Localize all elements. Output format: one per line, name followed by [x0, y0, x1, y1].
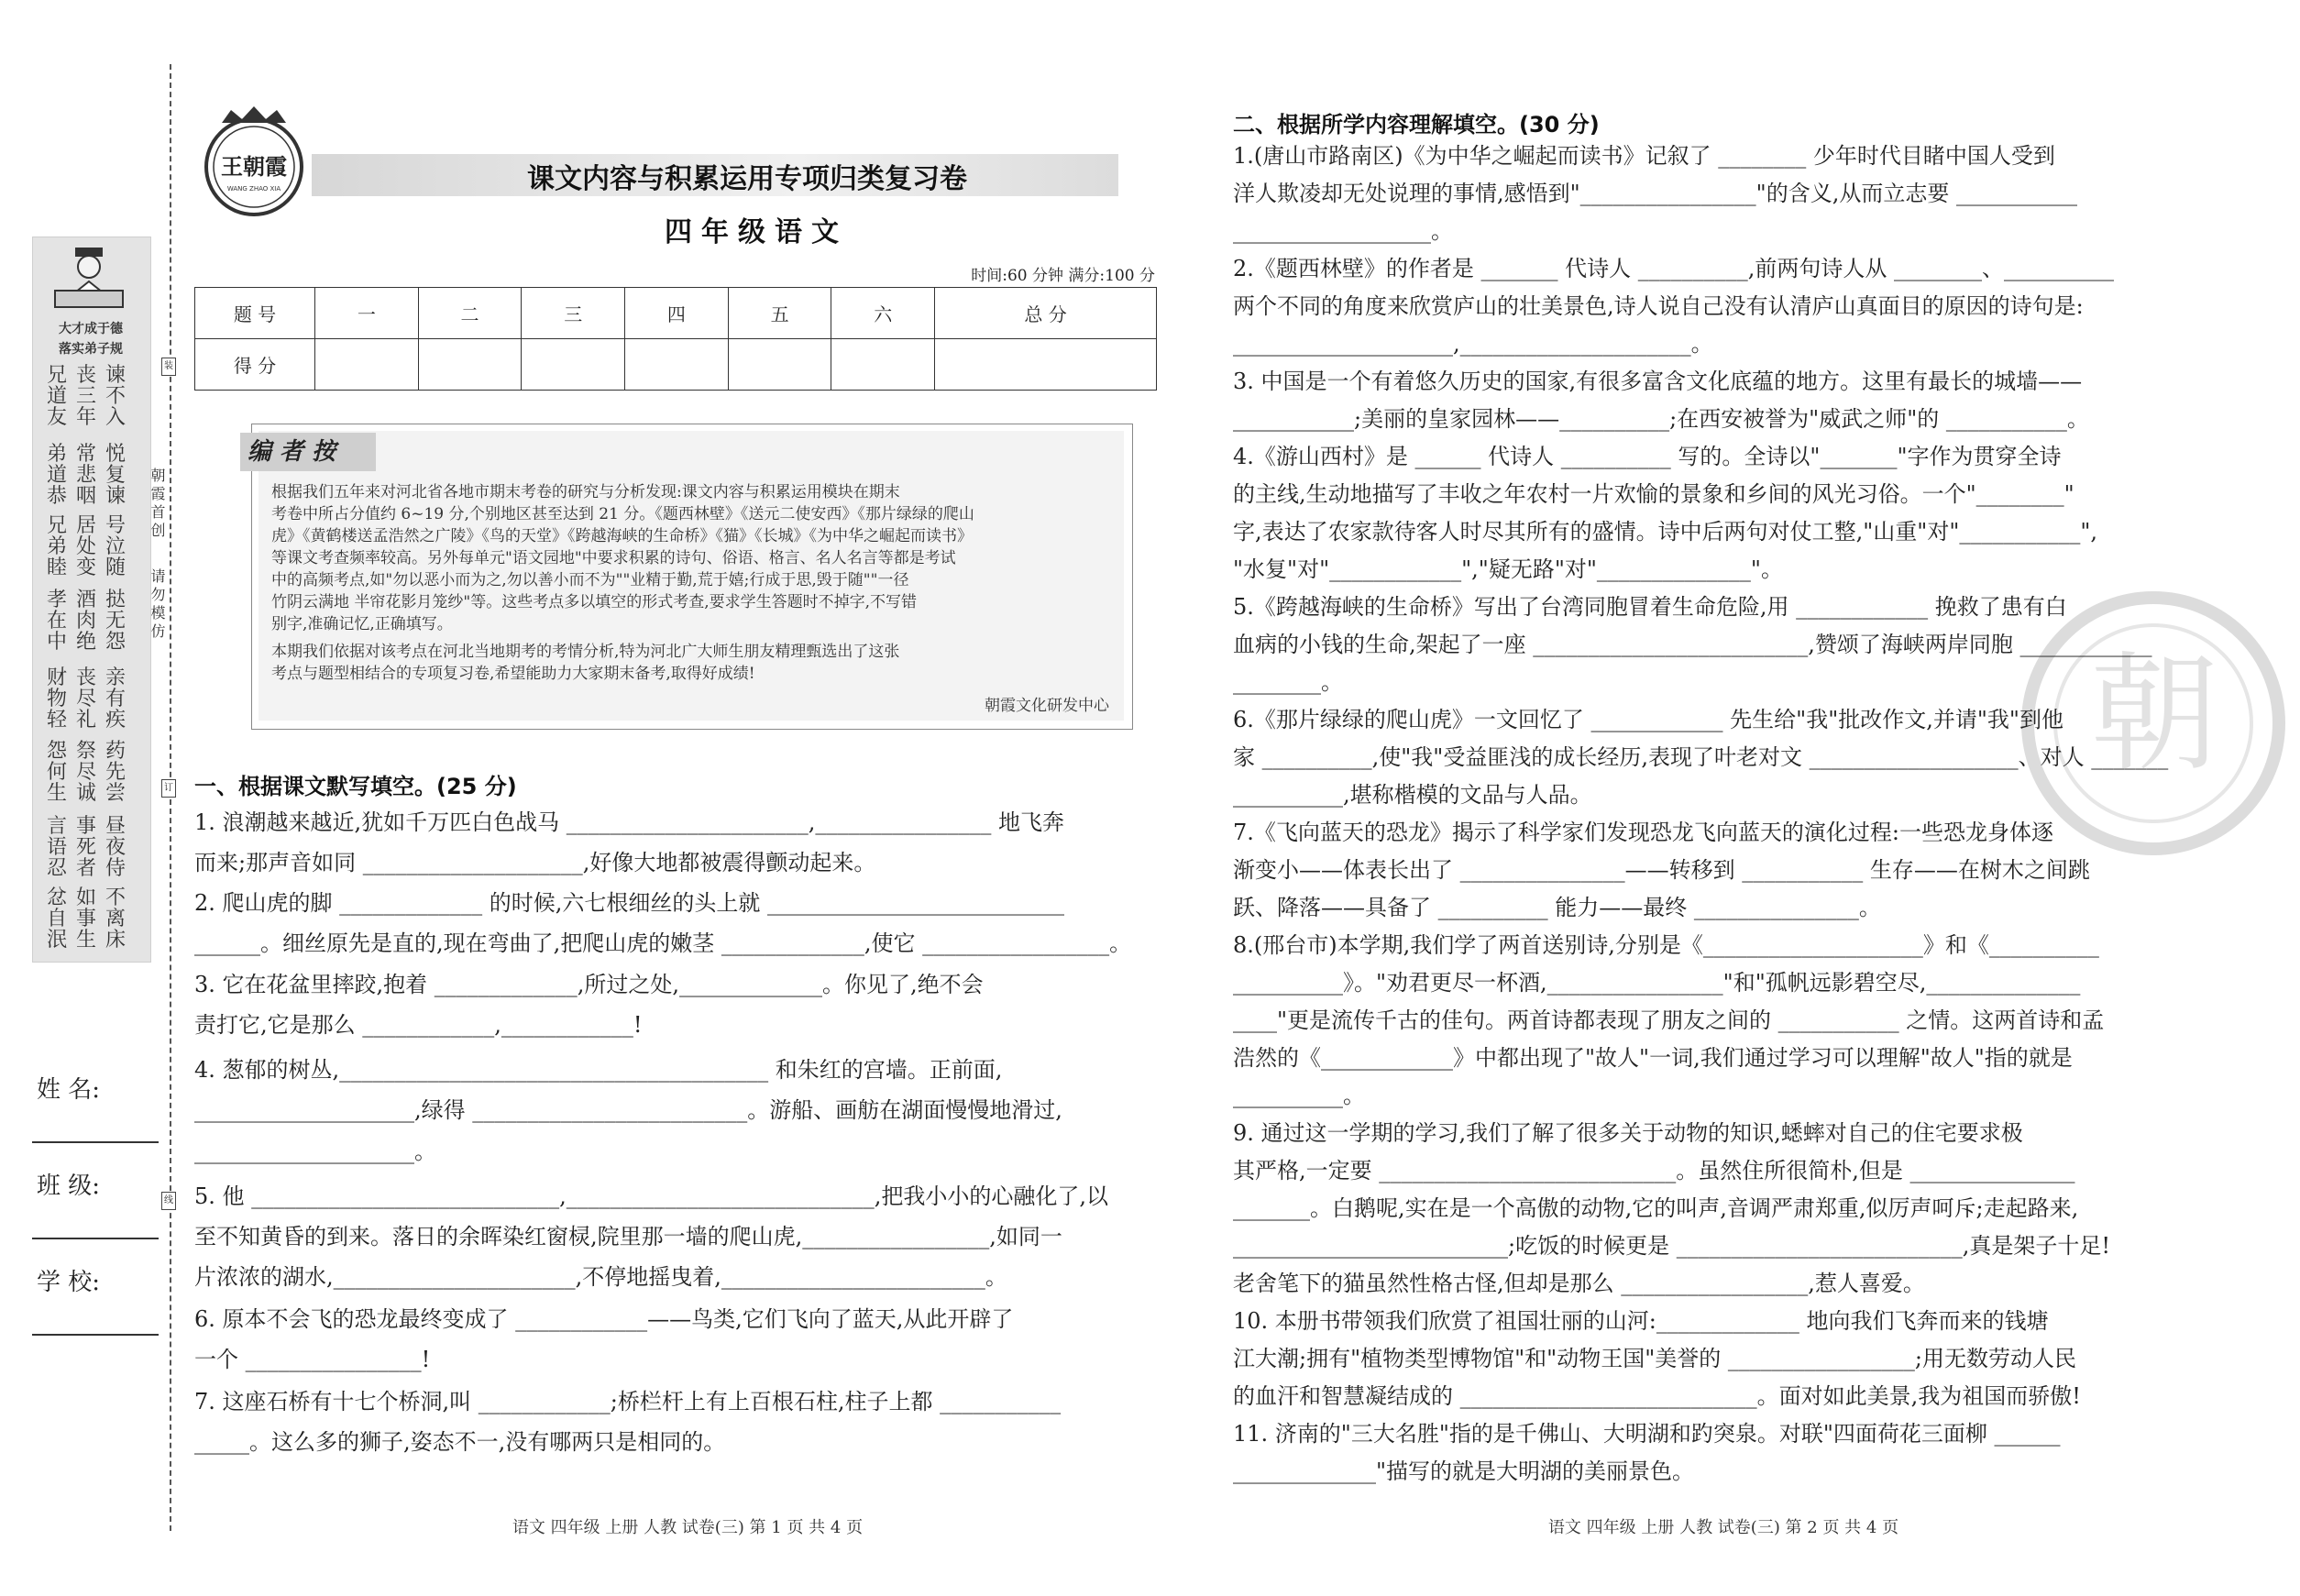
time-info: 时间:60 分钟 满分:100 分 — [971, 267, 1155, 285]
table-row — [195, 288, 1157, 339]
editor-note-tag: 编 者 按 — [240, 433, 376, 471]
question-line: 跃、降落——具备了 __________ 能力——最终 _______________。 — [1233, 895, 1881, 920]
name-field[interactable] — [32, 1141, 159, 1143]
motto-title-2: 落实弟子规 — [59, 342, 123, 357]
question-line: 5. 他 ____________________________,____________________________,把我小小的心融化了,以 — [194, 1183, 1109, 1209]
editor-line: 虎》《黄鹤楼送孟浩然之广陵》《鸟的天堂》《跨越海峡的生命桥》《猫》《长城》《为中华之崛起而读书》 — [271, 527, 973, 545]
question-line: __________》。"劝君更尽一杯酒,________________"和"孤帆远影碧空尽,______________ — [1233, 970, 2081, 996]
question-line: 血病的小钱的生命,架起了一座 _________________________,赞颂了海峡两岸同胞 ____________ — [1233, 632, 2152, 657]
question-line: "水复"对"____________","疑无路"对"______________"。 — [1233, 556, 1783, 582]
editor-line: 考点与题型相结合的专项复习卷,希望能助力大家期末备考,取得好成绩! — [271, 665, 755, 683]
motto-row: 泯生床 — [46, 929, 135, 952]
page-footer-left: 语文 四年级 上册 人教 试卷(三) 第 1 页 共 4 页 — [512, 1518, 864, 1537]
school-field[interactable] — [32, 1334, 159, 1336]
score-cell[interactable] — [935, 339, 1157, 391]
question-line: _____________"描写的就是大明湖的美丽景色。 — [1233, 1458, 1695, 1484]
question-line: 家 __________,使"我"受益匪浅的成长经历,表现了叶老对文 ___________________、对人 _______ — [1233, 744, 2169, 770]
question-line: 老舍笔下的猫虽然性格古怪,但却是那么 _________________,惹人喜爱。 — [1233, 1271, 1925, 1296]
question-line: 3. 它在花盆里摔跤,抱着 _____________,所过之处,_____________。你见了,绝不会 — [194, 972, 984, 997]
editor-line: 本期我们依据对该考点在河北当地期考的考情分析,特为河北广大师生朋友精理甄选出了这张 — [271, 643, 900, 661]
question-line: 渐变小——体表长出了 _______________——转移到 ___________ 生存——在树木之间跳 — [1233, 857, 2090, 883]
editor-line: 等课文考查频率较高。另外每单元"语文园地"中要求积累的诗句、俗语、格言、名人名言等都是考试 — [271, 549, 956, 567]
motto-row: 道三不 — [46, 385, 135, 408]
motto-row: 怨祭药 — [46, 740, 135, 763]
question-line: 3. 中国是一个有着悠久历史的国家,有很多富含文化底蕴的地方。这里有最长的城墙—— — [1233, 369, 2083, 394]
table-cell: 四 — [625, 288, 729, 339]
motto-row: 何尽先 — [46, 761, 135, 784]
scholar-icon — [48, 243, 130, 316]
question-line: __________,堪称楷模的文品与人品。 — [1233, 782, 1592, 808]
class-field[interactable] — [32, 1238, 159, 1239]
question-line: 1.(唐山市路南区)《为中华之崛起而读书》记叙了 ________ 少年时代目睹中国人受到 — [1233, 143, 2055, 169]
question-line: _____。这么多的狮子,姿态不一,没有哪两只是相同的。 — [194, 1429, 726, 1455]
question-line: 7. 这座石桥有十七个桥洞,叫 ____________;桥栏杆上有上百根石柱,柱子上都 ___________ — [194, 1389, 1062, 1414]
motto-row: 友年入 — [46, 406, 135, 429]
page-title: 课文内容与积累运用专项归类复习卷 — [527, 163, 967, 195]
question-line: 江大潮;拥有"植物类型博物馆"和"动物王国"美誉的 _________________;用无数劳动人民 — [1233, 1346, 2076, 1371]
table-cell: 一 — [315, 288, 419, 339]
editor-line: 考卷中所占分值约 6~19 分,个别地区甚至达到 21 分。《题西林壁》《送元二使安西》《那片绿绿的爬山 — [271, 505, 974, 523]
motto-row: 中绝怨 — [46, 631, 135, 654]
question-line: 的血汗和智慧凝结成的 ___________________________。面对如此美景,我为祖国而骄傲! — [1233, 1383, 2081, 1409]
score-cell[interactable] — [315, 339, 419, 391]
class-label: 班 级: — [37, 1172, 101, 1200]
question-line: 11. 济南的"三大名胜"指的是千佛山、大明湖和趵突泉。对联"四面荷花三面柳 ______ — [1233, 1421, 2061, 1447]
question-line: 至不知黄昏的到来。落日的余晖染红窗棂,院里那一墙的爬山虎,_________________,如同一 — [194, 1224, 1062, 1249]
question-line: __________。 — [1233, 1083, 1365, 1108]
motto-row: 道悲复 — [46, 464, 135, 487]
question-line: 责打它,它是那么 ____________,____________! — [194, 1012, 643, 1038]
motto-row: 恭咽谏 — [46, 485, 135, 508]
side-note-2: 请勿模仿 — [149, 568, 166, 642]
question-line: ____"更是流传千古的佳句。两首诗都表现了朋友之间的 ___________ 之情。这两首诗和孟 — [1233, 1007, 2105, 1033]
score-cell[interactable] — [418, 339, 522, 391]
motto-title-1: 大才成于德 — [59, 322, 123, 336]
score-cell[interactable] — [831, 339, 935, 391]
question-line: 5.《跨越海峡的生命桥》写出了台湾同胞冒着生命危险,用 ____________ 挽救了患有白 — [1233, 594, 2067, 620]
score-cell[interactable] — [728, 339, 831, 391]
table-cell: 二 — [418, 288, 522, 339]
question-line: ____________________。 — [194, 1139, 436, 1164]
question-line: 9. 通过这一学期的学习,我们了解了很多关于动物的知识,蟋蟀对自己的住宅要求极 — [1233, 1120, 2023, 1146]
question-line: 片浓浓的湖水,______________________,不停地摇曳着,________________________。 — [194, 1264, 1007, 1290]
editor-line: 竹阴云满地 半帘花影月笼纱"等。这些考点多以填空的形式考查,要求学生答题时不掉字,不写错 — [271, 593, 918, 611]
question-line: ____________________,_____________________。 — [1233, 331, 1713, 357]
logo-text: 王朝霞 — [221, 153, 287, 180]
motto-row: 财丧亲 — [46, 666, 135, 689]
binding-mark: 装 — [161, 358, 176, 376]
section-1-heading: 一、根据课文默写填空。(25 分) — [194, 774, 517, 799]
motto-row: 轻礼疾 — [46, 709, 135, 732]
editor-line: 别字,准确记忆,正确填写。 — [271, 615, 453, 633]
question-line: 6. 原本不会飞的恐龙最终变成了 ____________——鸟类,它们飞向了蓝天,从此开辟了 — [194, 1306, 1014, 1332]
score-cell[interactable] — [625, 339, 729, 391]
motto-row: 孝酒挞 — [46, 589, 135, 611]
question-line: 字,表达了农家款待客人时尽其所有的盛情。诗中后两句对仗工整,"山重"对"___________", — [1233, 519, 2098, 545]
motto-row: 言事昼 — [46, 815, 135, 838]
question-line: 4. 葱郁的树丛,_______________________________________ 和朱红的宫墙。正前面, — [194, 1057, 1003, 1083]
question-line: 10. 本册书带领我们欣赏了祖国壮丽的山河:_____________ 地向我们飞奔而来的钱塘 — [1233, 1308, 2049, 1334]
question-line: 1. 浪潮越来越近,犹如千万匹白色战马 ______________________,________________ 地飞奔 — [194, 809, 1065, 835]
question-line: 的主线,生动地描写了丰收之年农村一片欢愉的景象和乡间的风光习俗。一个"________" — [1233, 481, 2074, 507]
watermark-char: 朝 — [2089, 640, 2218, 789]
question-line: _________________________;吃饭的时候更是 __________________________,真是架子十足! — [1233, 1233, 2110, 1259]
page-subtitle: 四年级语文 — [665, 216, 848, 248]
binding-mark: 订 — [161, 779, 176, 798]
question-line: 4.《游山西村》是 ______ 代诗人 __________ 写的。全诗以"_______"字作为贯穿全诗 — [1233, 444, 2062, 469]
question-line: 浩然的《____________》中都出现了"故人"一词,我们通过学习可以理解"故人"指的就是 — [1233, 1045, 2073, 1071]
question-line: ___________;美丽的皇家园林——__________;在西安被誉为"威武之师"的 ___________。 — [1233, 406, 2089, 432]
question-line: __________________。 — [1233, 218, 1453, 244]
editor-signature: 朝霞文化研发中心 — [985, 697, 1109, 715]
question-line: 而来;那声音如同 ____________________,好像大地都被震得颤动起来。 — [194, 850, 876, 875]
score-cell[interactable] — [522, 339, 625, 391]
question-line: 两个不同的角度来欣赏庐山的壮美景色,诗人说自己没有认清庐山真面目的原因的诗句是: — [1233, 293, 2084, 319]
motto-row: 忿如不 — [46, 886, 135, 909]
question-line: 6.《那片绿绿的爬山虎》一文回忆了 ____________ 先生给"我"批改作文,并请"我"到他 — [1233, 707, 2063, 732]
question-line: 2.《题西林壁》的作者是 _______ 代诗人 __________,前两句诗人从 ________、__________ — [1233, 256, 2115, 281]
question-line: _______。白鹅呢,实在是一个高傲的动物,它的叫声,音调严肃郑重,似厉声呵斥;走起路来, — [1233, 1195, 2079, 1221]
editor-line: 中的高频考点,如"勿以恶小而为之,勿以善小而不为""业精于勤,荒于嬉;行成于思,毁于随""一径 — [271, 571, 909, 589]
table-cell: 六 — [831, 288, 935, 339]
motto-row: 自事离 — [46, 908, 135, 930]
table-cell: 三 — [522, 288, 625, 339]
side-note-1: 朝霞首创 — [149, 468, 166, 541]
motto-row: 弟处泣 — [46, 535, 135, 558]
cut-line — [170, 64, 171, 1531]
table-cell: 得 分 — [195, 339, 315, 391]
question-line: ____________________,绿得 _________________________。游船、画舫在湖面慢慢地滑过, — [194, 1097, 1062, 1123]
score-table — [194, 287, 1157, 391]
motto-row: 在肉无 — [46, 610, 135, 633]
motto-row: 兄丧谏 — [46, 364, 135, 387]
logo-subtext: WANG ZHAO XIA — [226, 185, 281, 193]
motto-row: 物尽有 — [46, 688, 135, 710]
table-row — [195, 339, 1157, 391]
page-footer-right: 语文 四年级 上册 人教 试卷(三) 第 2 页 共 4 页 — [1547, 1518, 1899, 1537]
motto-row: 忍者侍 — [46, 857, 135, 880]
motto-row: 生诚尝 — [46, 782, 135, 805]
question-line: 一个 ________________! — [194, 1347, 431, 1372]
brand-logo-icon — [194, 103, 314, 222]
question-line: ______。细丝原先是直的,现在弯曲了,把爬山虎的嫩茎 _____________,使它 _________________。 — [194, 930, 1132, 956]
binding-mark: 线 — [161, 1192, 176, 1210]
question-line: 8.(邢台市)本学期,我们学了两首送别诗,分别是《____________________》和《__________ — [1233, 932, 2099, 958]
school-label: 学 校: — [37, 1269, 101, 1296]
question-line: 7.《飞向蓝天的恐龙》揭示了科学家们发现恐龙飞向蓝天的演化过程:一些恐龙身体逐 — [1233, 820, 2053, 845]
motto-row: 语死夜 — [46, 836, 135, 859]
section-2-heading: 二、根据所学内容理解填空。(30 分) — [1233, 112, 1600, 138]
table-cell: 题 号 — [195, 288, 315, 339]
question-line: 其严格,一定要 ___________________________。虽然住所很简朴,但是 _______________ — [1233, 1158, 2075, 1183]
motto-row: 兄居号 — [46, 514, 135, 537]
motto-row: 弟常悦 — [46, 443, 135, 466]
table-cell: 总 分 — [935, 288, 1157, 339]
question-line: 洋人欺凌却无处说理的事情,感悟到"________________"的含义,从而立志要 ___________ — [1233, 181, 2077, 206]
question-line: 2. 爬山虎的脚 _____________ 的时候,六七根细丝的头上就 ___________________________ — [194, 890, 1065, 916]
name-label: 姓 名: — [37, 1076, 101, 1104]
table-cell: 五 — [728, 288, 831, 339]
motto-row: 睦变随 — [46, 556, 135, 579]
question-line: ________。 — [1233, 669, 1343, 695]
editor-line: 根据我们五年来对河北省各地市期末考卷的研究与分析发现:课文内容与积累运用模块在期末 — [271, 483, 900, 501]
